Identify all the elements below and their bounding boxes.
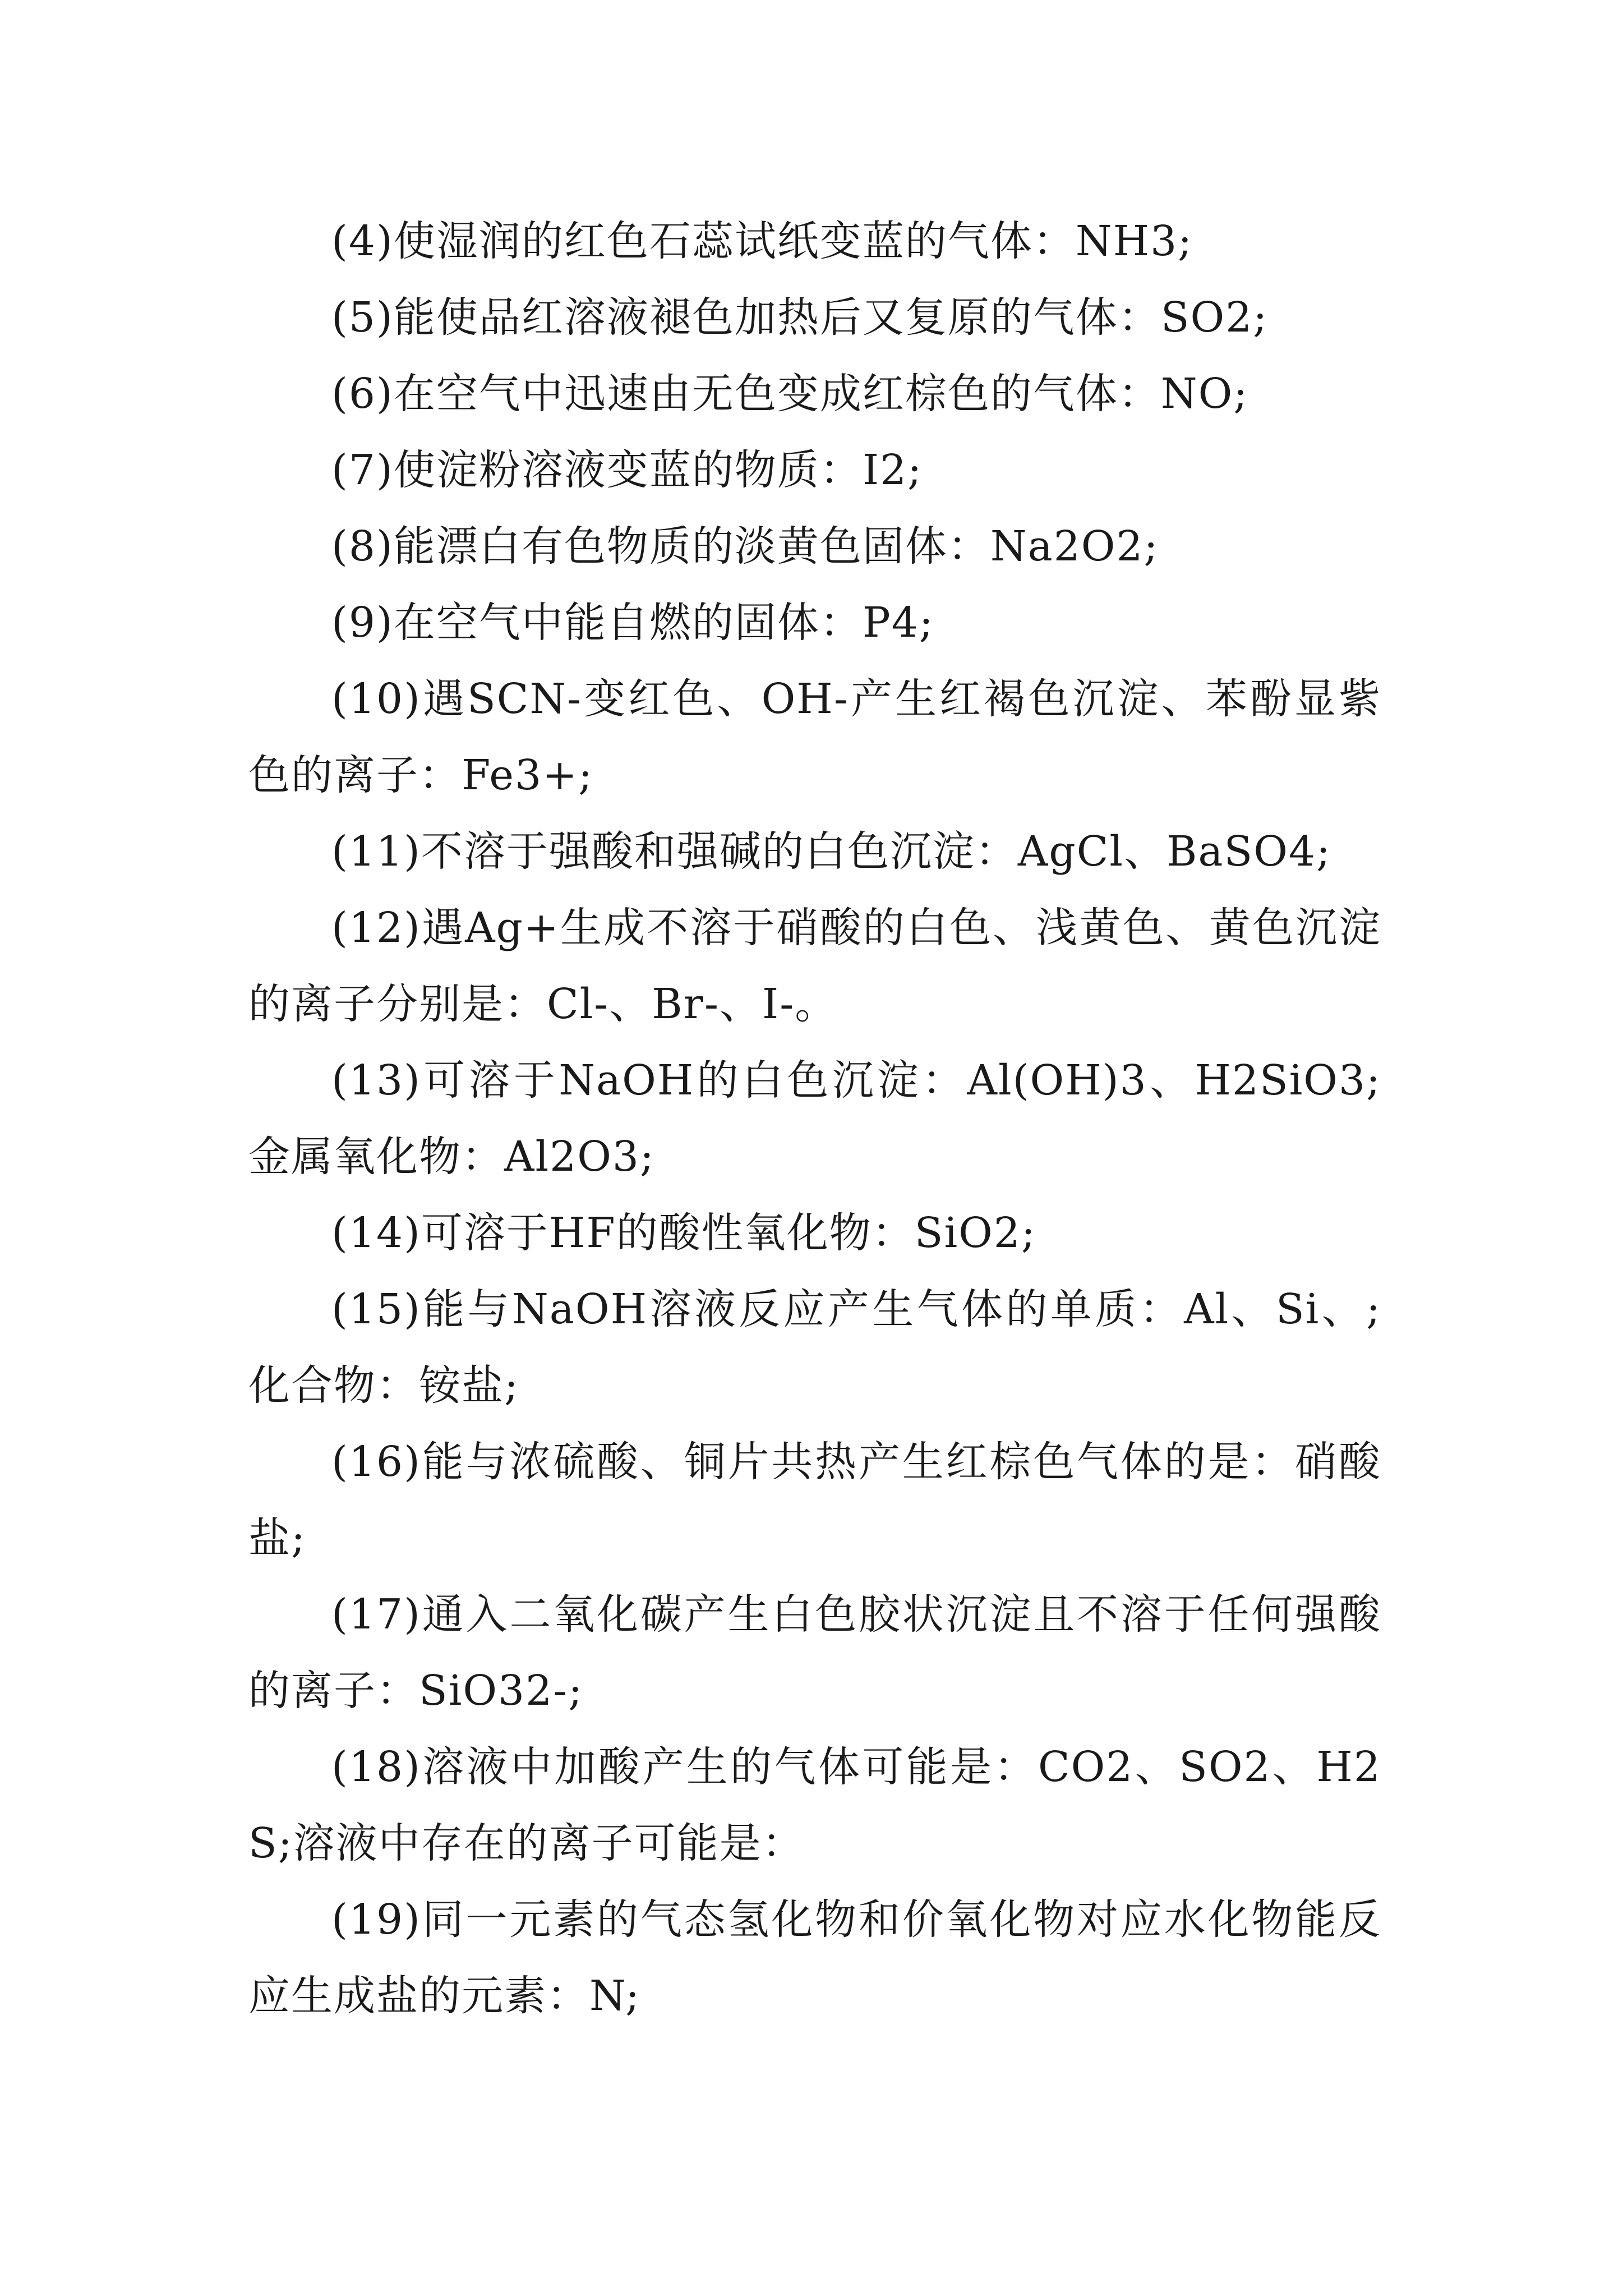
paragraph-item-11: (11)不溶于强酸和强碱的白色沉淀：AgCl、BaSO4; [331, 827, 1331, 876]
document-body [248, 203, 1381, 2034]
paragraph-item-18: (18)溶液中加酸产生的气体可能是：CO2、SO2、H2S;溶液中存在的离子可能是： [248, 1743, 1381, 1867]
paragraph-item-10: (10)遇SCN-变红色、OH-产生红褐色沉淀、苯酚显紫色的离子：Fe3+; [248, 675, 1381, 799]
paragraph-item-19: (19)同一元素的气态氢化物和价氧化物对应水化物能反应生成盐的元素：N; [248, 1895, 1381, 2020]
paragraph-item-5: (5)能使品红溶液褪色加热后又复原的气体：SO2; [331, 293, 1269, 342]
paragraph-item-6: (6)在空气中迅速由无色变成红棕色的气体：NO; [331, 370, 1249, 418]
paragraph-item-8: (8)能漂白有色物质的淡黄色固体：Na2O2; [331, 522, 1159, 570]
paragraph-item-17: (17)通入二氧化碳产生白色胶状沉淀且不溶于任何强酸的离子：SiO32-; [248, 1590, 1381, 1715]
paragraph-item-13: (13)可溶于NaOH的白色沉淀：Al(OH)3、H2SiO3;金属氧化物：Al2O3; [248, 1056, 1381, 1181]
paragraph-item-7: (7)使淀粉溶液变蓝的物质：I2; [331, 446, 923, 494]
paragraph-item-16: (16)能与浓硫酸、铜片共热产生红棕色气体的是：硝酸盐; [248, 1438, 1381, 1562]
paragraph-item-4: (4)使湿润的红色石蕊试纸变蓝的气体：NH3; [331, 217, 1193, 265]
paragraph-item-12: (12)遇Ag+生成不溶于硝酸的白色、浅黄色、黄色沉淀的离子分别是：Cl-、Br-、I-。 [248, 904, 1381, 1028]
paragraph-item-14: (14)可溶于HF的酸性氧化物：SiO2; [331, 1209, 1036, 1257]
paragraph-item-9: (9)在空气中能自燃的固体：P4; [331, 599, 934, 647]
paragraph-item-15: (15)能与NaOH溶液反应产生气体的单质：Al、Si、;化合物：铵盐; [248, 1285, 1381, 1410]
